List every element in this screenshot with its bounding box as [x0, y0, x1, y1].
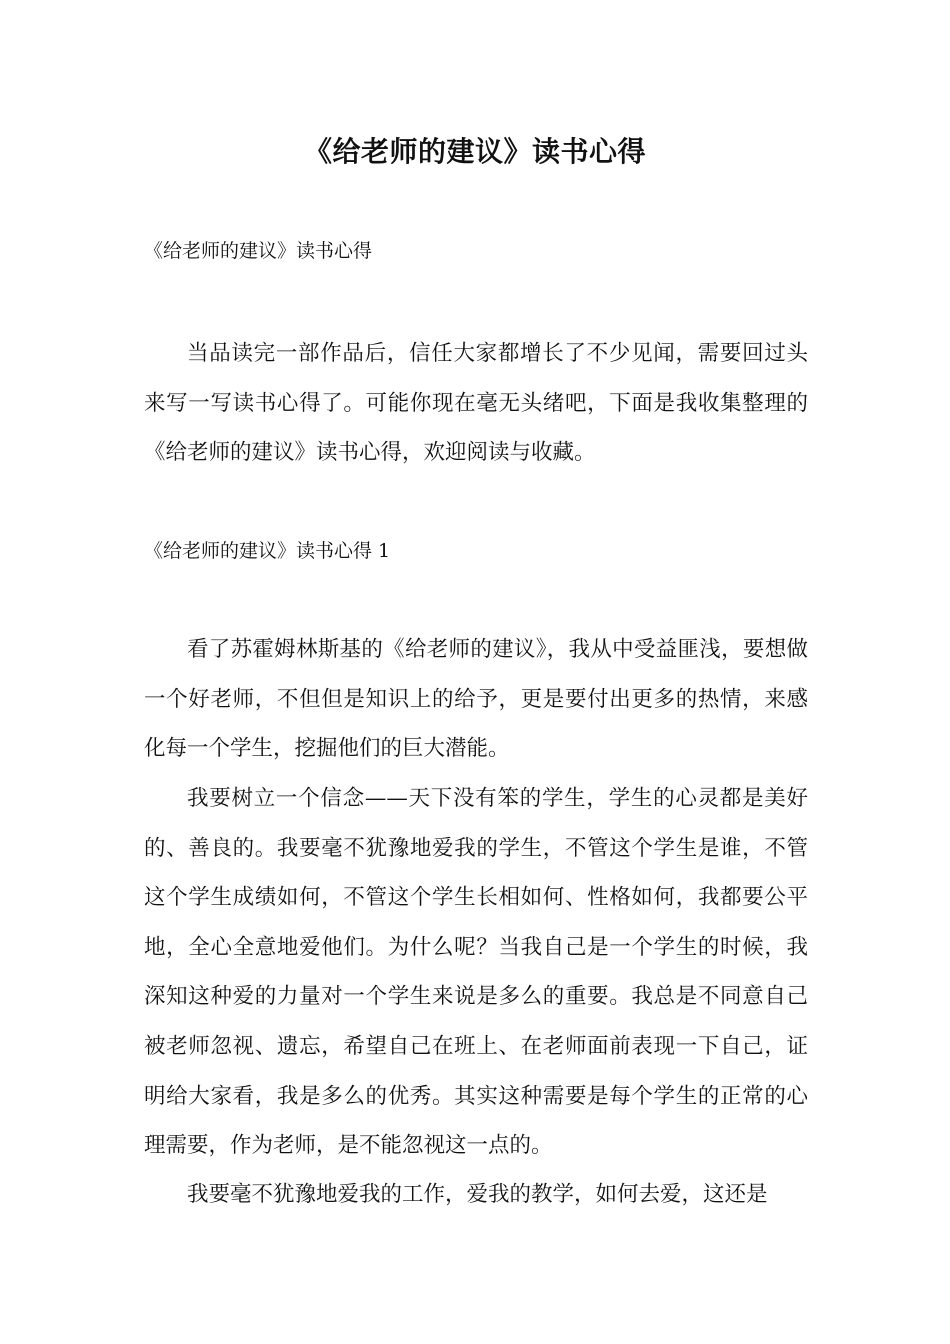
intro-paragraph: 当品读完一部作品后，信任大家都增长了不少见闻，需要回过头来写一写读书心得了。可能你现在毫无头绪吧，下面是我收集整理的《给老师的建议》读书心得，欢迎阅读与收藏。	[144, 341, 808, 466]
body-paragraph: 看了苏霍姆林斯基的《给老师的建议》，我从中受益匪浅，要想做一个好老师，不但但是知识上的给予，更是要付出更多的热情，来感化每一个学生，挖掘他们的巨大潜能。	[144, 637, 808, 762]
section-heading: 《给老师的建议》读书心得 1	[144, 540, 391, 562]
body-paragraph: 我要毫不犹豫地爱我的工作，爱我的教学，如何去爱，这还是	[187, 1182, 768, 1207]
document-title: 《给老师的建议》读书心得	[303, 135, 646, 168]
body-paragraph: 我要树立一个信念——天下没有笨的学生，学生的心灵都是美好的、善良的。我要毫不犹豫地爱我的学生，不管这个学生是谁，不管这个学生成绩如何，不管这个学生长相如何、性格如何，我都要公平地，全心全意地爱他们。为什么呢？当我自己是一个学生的时候，我深知这种爱的力量对一个学生来说是多么的重要。我总是不同意自己被老师忽视、遗忘，希望自己在班上、在老师面前表现一下自己，证明给大家看，我是多么的优秀。其实这种需要是每个学生的正常的心理需要，作为老师，是不能忽视这一点的。	[144, 786, 808, 1159]
document-subtitle: 《给老师的建议》读书心得	[144, 240, 373, 262]
